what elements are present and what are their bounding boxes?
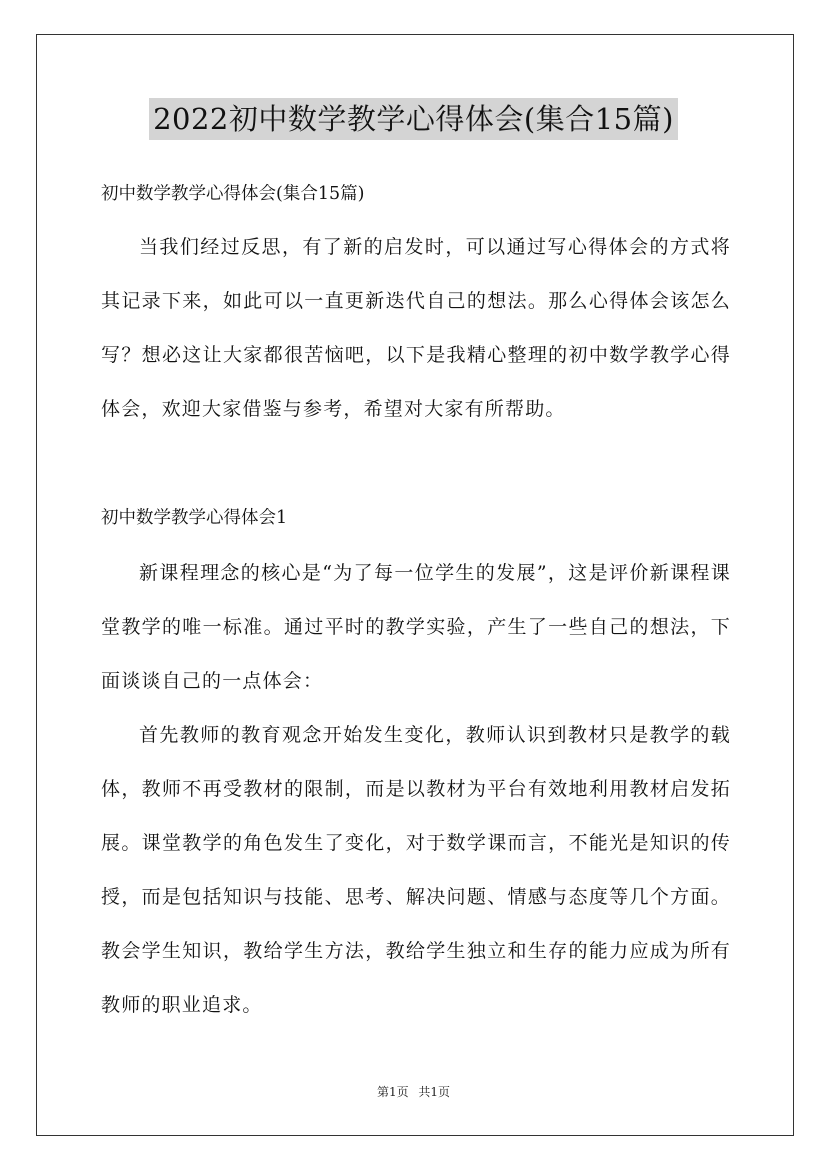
section-paragraph: 首先教师的教育观念开始发生变化，教师认识到教材只是教学的载体，教师不再受教材的限制，而是以教材为平台有效地利用教材启发拓展。课堂教学的角色发生了变化，对于数学课而言，不能光是知识的传授，而是包括知识与技能、思考、解决问题、情感与态度等几个方面。教会学生知识，教给学生方法，教给学生独立和生存的能力应成为所有教师的职业追求。 (101, 724, 731, 1016)
page-number-current: 第1页 (376, 1085, 409, 1099)
section-heading: 初中数学教学心得体会1 (101, 508, 288, 528)
document-title: 2022初中数学教学心得体会(集合15篇) (149, 98, 678, 140)
document-body (101, 172, 731, 1032)
document-subtitle: 初中数学教学心得体会(集合15篇) (101, 184, 365, 204)
page-footer (0, 1084, 827, 1100)
section-paragraph: 新课程理念的核心是“为了每一位学生的发展”，这是评价新课程课堂教学的唯一标准。通过平时的教学实验，产生了一些自己的想法，下面谈谈自己的一点体会： (101, 562, 731, 692)
title-container (0, 98, 827, 140)
intro-paragraph: 当我们经过反思，有了新的启发时，可以通过写心得体会的方式将其记录下来，如此可以一直更新迭代自己的想法。那么心得体会该怎么写？想必这让大家都很苦恼吧，以下是我精心整理的初中数学教学心得体会，欢迎大家借鉴与参考，希望对大家有所帮助。 (101, 236, 731, 420)
page-number-total: 共1页 (418, 1085, 451, 1099)
